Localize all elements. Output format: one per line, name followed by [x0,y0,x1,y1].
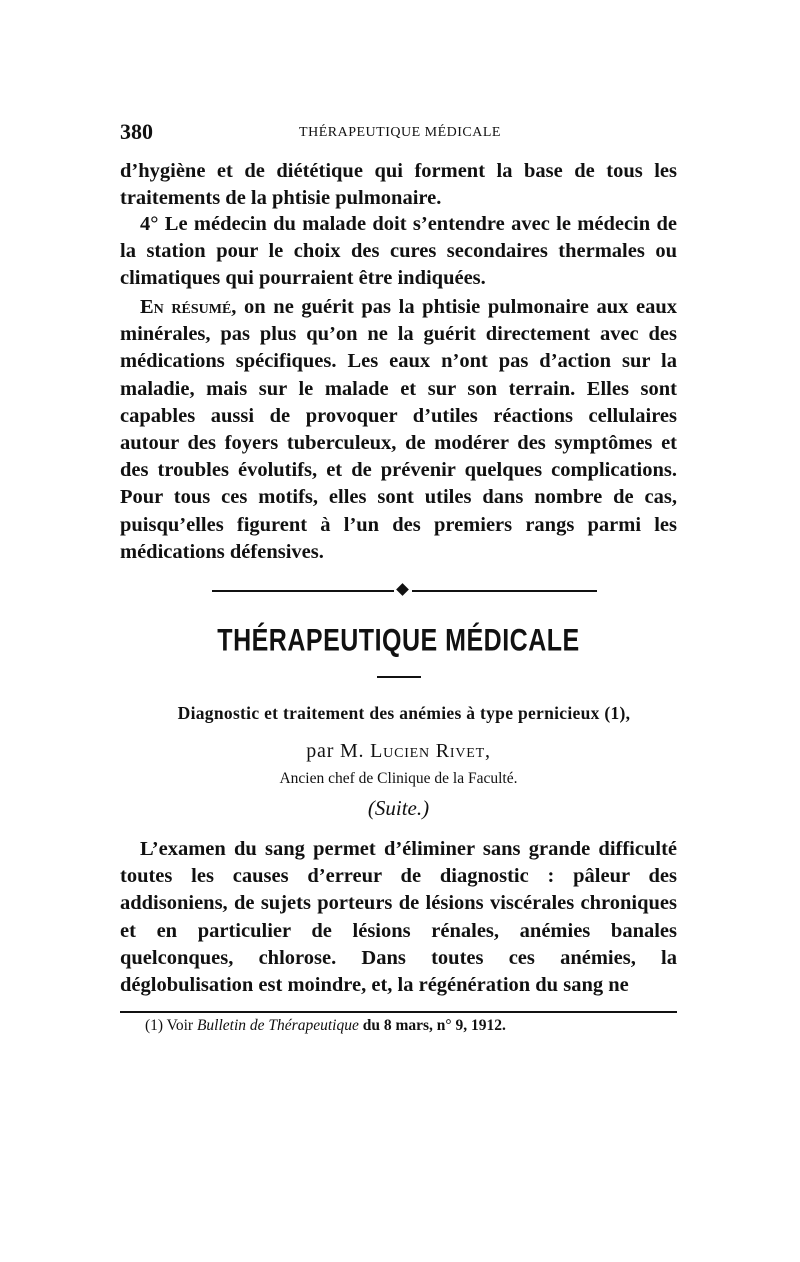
divider-diamond-icon [396,583,409,596]
footnote-marker: (1) Voir [145,1017,197,1034]
divider-line-right [412,590,597,592]
paragraph-3-text [120,294,677,566]
footnote [145,1017,685,1035]
article-title: Diagnostic et traitement des anémies à type pernicieux (1), [177,703,631,723]
section-title: THÉRAPEUTIQUE MÉDICALE [217,623,580,658]
page-header [120,119,680,149]
paragraph-4-text: L’examen du sang permet d’éliminer sans grande difficulté toutes les causes d’erreur de diagnostic : pâleur des addisoniens, de sujets porteurs de lésions viscérales chroniques et en particulier de lésions rénales, anémies banales quelconques, chlorose. Dans toutes ces anémies, la déglobulisation est moindre, et, la régénération du sang ne [120,838,677,997]
paragraph-1-text: d’hygiène et de diététique qui forment la base de tous les traitements de la phtisie pulmonaire. [120,160,677,210]
paragraph-2-text: 4° Le médecin du malade doit s’entendre avec le médecin de la station pour le choix des cures secondaires thermales ou climatiques qui pourraient être indiquées. [120,213,677,290]
page-number: 380 [120,119,153,144]
footnote-journal: Bulletin de Thérapeutique [196,1017,359,1034]
author-name: Lucien Rivet, [370,740,491,762]
paragraph-4 [120,836,677,999]
title-rule [377,676,421,678]
footnote-rule [120,1011,677,1013]
divider-line-left [212,590,394,592]
footnote-reference: du 8 mars, n° 9, 1912. [358,1017,506,1034]
byline-prefix: par M. [306,740,371,762]
paragraph-1 [120,158,677,212]
paragraph-3 [120,294,677,566]
section-divider-ornament [212,584,597,598]
paragraph-3-rest: , on ne guérit pas la phtisie pulmonaire aux eaux minérales, pas plus qu’on ne la guérit directement avec des médications spécifiques. Les eaux n’ont pas d’action sur la maladie, mais sur le malade et sur son terrain. Elles sont capables aussi de provoquer d’utiles réactions cellulaires autour des foyers tuberculeux, de modérer des symptômes et des troubles évolutifs, et de prévenir quelques complications. Pour tous ces motifs, elles sont utiles dans nombre de cas, puisqu’elles figurent à l’un des premiers rangs parmi les médications défensives. [120,296,677,563]
author-affiliation: Ancien chef de Clinique de la Faculté. [279,770,518,787]
continuation-note: (Suite.) [367,796,430,820]
paragraph-2 [120,211,677,293]
byline [120,740,677,763]
paragraph-3-lead: En résumé [140,296,232,318]
running-head: THÉRAPEUTIQUE MÉDICALE [299,125,501,140]
